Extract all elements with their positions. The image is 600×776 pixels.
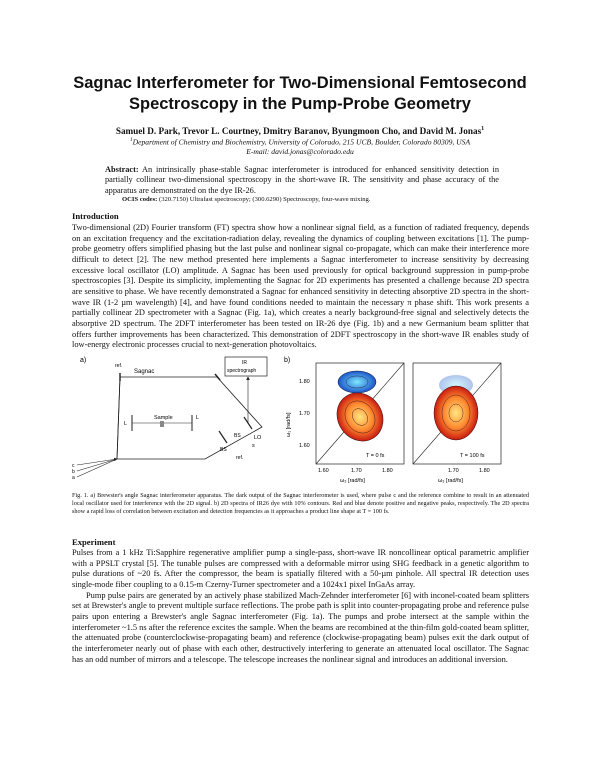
affiliation <box>60 136 540 157</box>
paper-title: Sagnac Interferometer for Two-Dimensional Femtosecond Spectroscopy in the Pump-Probe Geometry <box>73 74 527 113</box>
a-label: a <box>72 475 75 481</box>
abstract-text: An intrinsically phase-stable Sagnac interferometer is introduced for enhanced sensitivity detection in partially collinear two-dimensional spectroscopy in the short-wave IR. The sensitivity and phase accuracy of the apparatus are demonstrated on the dye IR-26. <box>105 165 499 195</box>
spectrograph-label: spectrograph <box>227 368 257 374</box>
author-superscript: 1 <box>481 126 485 132</box>
b-label: b <box>72 469 75 475</box>
intro-body <box>72 223 529 351</box>
abstract <box>105 165 499 196</box>
plot-t0-xtick-2: 1.70 <box>351 468 362 474</box>
lo-label: LO <box>254 435 262 441</box>
c-label: c <box>72 463 75 469</box>
ocis-label: OCIS codes: <box>122 196 158 203</box>
affiliation-superscript: 1 <box>129 137 133 143</box>
ir-label: IR <box>242 360 247 366</box>
x-axis-label-1: ω₃ [rad/fs] <box>340 478 365 484</box>
plot-t0-xtick-3: 1.80 <box>382 468 393 474</box>
s-label: s <box>252 443 255 449</box>
intro-heading: Introduction <box>72 211 119 221</box>
plot-t100-label: T = 100 fs <box>460 453 485 459</box>
plot-t0-xtick-1: 1.60 <box>318 468 329 474</box>
figure-1 <box>72 355 529 488</box>
beam-b <box>77 459 117 471</box>
bs-2 <box>219 431 227 443</box>
author-names: Samuel D. Park, Trevor L. Courtney, Dmitry Baranov, Byungmoon Cho, and David M. Jonas <box>115 126 482 137</box>
ocis-codes <box>122 196 502 204</box>
sagnac-label: Sagnac <box>134 369 155 375</box>
lens-right-label: L <box>196 415 200 421</box>
ref-top-label: ref. <box>115 363 123 369</box>
affiliation-text: Department of Chemistry and Biochemistry, University of Colorado, 215 UCB, Boulder, Colorado 80309, USA <box>132 137 471 147</box>
ocis-text: (320.7150) Ultrafast spectroscopy; (300.6290) Spectroscopy, four-wave mixing. <box>159 196 371 203</box>
plot-t100-xtick-2: 1.80 <box>479 468 490 474</box>
intro-paragraph: Two-dimensional (2D) Fourier transform (FT) spectra show how a nonlinear signal field, as a function of radiated frequency, depends on an excitation frequency and the excitation-radiation delay, revealing the dynamics of coupling between excitations [1]. The pump-probe geometry offers simplified phasing but the last pulse and nonlinear signal co-propagate, which can make their interference more difficult to detect [2]. The new method presented here implements a Sagnac interferometer to increase sensitivity by decreasing excessive local oscillator (LO) amplitude. A Sagnac has been used previously for optical background suppression in pump-probe spectroscopies [3]. Despite its simplicity, implementing the Sagnac for 2D experiments has presented a challenge because 2D spectra are sensitive to phase. We have recently demonstrated a Sagnac for enhanced sensitivity in detecting absorptive 2D spectra in the short-wave IR (1-2 µm wavelength) [4], and have found conditions needed to maintain the necessary π phase shift. This work presents a partially collinear 2D spectrometer with a Sagnac (Fig. 1a), which creates a nearly background-free signal and selectively detects the absorptive 2D spectrum. The 2DFT interferometer has been tested on IR-26 dye (Fig. 1b) and a new Germanium beam splitter that offers further improvements has been characterized. This demonstration of 2DFT spectroscopy in the short-wave IR enables study of low-energy electronic processes crucial to next-generation photovoltaics. <box>72 223 529 350</box>
panel-a-label: a) <box>80 357 87 364</box>
bs-2-label: BS <box>220 447 227 453</box>
email: E-mail: david.jonas@colorado.edu <box>246 147 354 157</box>
spectrum-t0 <box>316 363 404 484</box>
ytick-2: 1.70 <box>299 411 310 417</box>
sagnac-loop <box>117 377 262 459</box>
apparatus-schematic <box>72 357 267 481</box>
experiment-heading: Experiment <box>72 537 116 547</box>
plot-t0-negative-peak <box>338 371 376 393</box>
sample-label: Sample <box>154 415 173 421</box>
ytick-3: 1.60 <box>299 443 310 449</box>
spectrum-t100 <box>413 363 501 484</box>
lens-left-label: L <box>124 421 128 427</box>
bs-1-label: BS <box>234 433 241 439</box>
experiment-paragraph-2: Pump pulse pairs are generated by an actively phase stabilized Mach-Zehnder interferometer [6] with inconel-coated beam splitters set at Brewster's angle to prevent multiple surface reflections. The probe path is split into counter-propagating probe and reference pulse pairs upon entering a Brewster's angle Sagnac interferometer (Fig. 1a). The pumps and probe intersect at the sample within the interferometer ~1.5 ns after the reference excites the sample. When the beams are recombined at the thin-film gold-coated beam splitter, the attenuated probe (counterclockwise-propagating beam) and reference (clockwise-propagating beam) pulses exit the dark output of the interferometer nearly out of phase with each other, destructively interfering to generate an attenuated local oscillator. The Sagnac has an odd number of mirrors and a telescope. The telescope increases the nonlinear signal and introduces an additional inversion. <box>72 590 529 664</box>
panel-b-label: b) <box>284 357 291 364</box>
abstract-label: Abstract: <box>105 165 139 174</box>
plot-t0-label: T = 0 fs <box>366 453 385 459</box>
y-axis-label: ω₁ [rad/fs] <box>286 412 292 437</box>
figure-caption: Fig. 1. a) Brewster's angle Sagnac interferometer apparatus. The dark output of the Sagnac interferometer is used, where pulse c and the reference combine to result in an attenuated local oscillator used for interference with the 2D signal. b) 2D spectra of IR26 dye with 10% contours. Red and blue denote positive and negative peaks, respectively. The 2D spectra show a rapid loss of correlation between excitation and detection frequencies as it approaches a product line shape at T = 100 fs. <box>72 492 529 516</box>
experiment-paragraph-1: Pulses from a 1 kHz Ti:Sapphire regenerative amplifier pump a single-pass, short-wave IR noncollinear optical parametric amplifier with a PPSLT crystal [5]. The tunable pulses are compressed with a deformable mirror using SHG feedback in a genetic algorithm to pulse durations of ~20 fs. After the compressor, the beam is spatially filtered with a 50-µm pinhole. All spectral IR detection uses single-mode fiber coupling to a 0.15-m Czerny-Turner spectrometer and a 1024x1 pixel InGaAs array. <box>72 548 529 589</box>
sagnac-left-path <box>117 377 120 459</box>
plot-t100-positive-peak <box>434 386 478 440</box>
ref-bottom-label: ref. <box>236 455 244 461</box>
experiment-body <box>72 548 529 665</box>
ytick-1: 1.80 <box>299 379 310 385</box>
plot-t100-xtick-1: 1.70 <box>448 468 459 474</box>
x-axis-label-2: ω₃ [rad/fs] <box>438 478 463 484</box>
sample-cell <box>160 421 164 427</box>
spectra-panel <box>284 357 501 484</box>
